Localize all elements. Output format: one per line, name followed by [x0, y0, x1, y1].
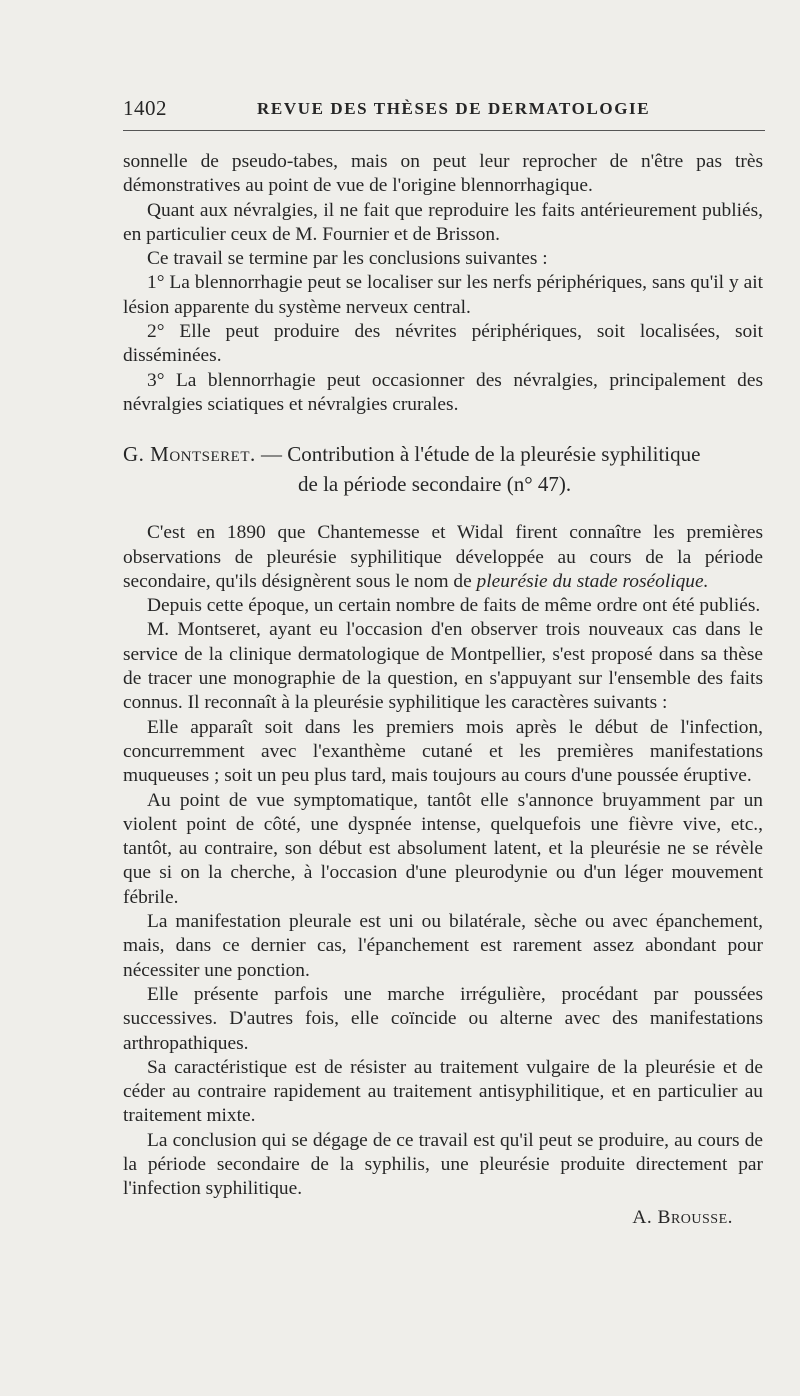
intro-text: C'est en 1890 que Chantemesse et Widal firent connaître les premières observations de pleurésie syphilitique développée au cours de la période secondaire, qu'ils désignèrent sous le nom de — [123, 522, 763, 592]
intro-emphasis: pleurésie du stade roséolique. — [476, 570, 709, 592]
article-author: G. Montseret. — [123, 442, 256, 467]
paragraph: Elle apparaît soit dans les premiers mois après le début de l'infection, concurremment avec l'exanthème cutané et les premières manifestations muqueuses ; soit un peu plus tard, mais toujours au cours d'une poussée éruptive. — [123, 716, 763, 787]
conclusion-item: 2° Elle peut produire des névrites périphériques, soit localisées, soit disséminées. — [123, 321, 763, 367]
paragraph: La manifestation pleurale est uni ou bilatérale, sèche ou avec épanchement, mais, dans ce dernier cas, l'épanchement est rarement assez abondant pour nécessiter une ponction. — [123, 911, 763, 981]
heading-dash: — — [255, 442, 288, 467]
conclusion-item: 1° La blennorrhagie peut se localiser sur les nerfs périphériques, sans qu'il y ait lésion apparente du système nerveux central. — [123, 272, 763, 318]
paragraph-intro — [123, 521, 763, 594]
page-body — [123, 150, 763, 1230]
paragraph: Ce travail se termine par les conclusions suivantes : — [147, 248, 548, 270]
paragraph: Au point de vue symptomatique, tantôt elle s'annonce bruyamment par un violent point de côté, une dyspnée intense, quelquefois une fièvre vive, etc., tantôt, au contraire, son début est absolument latent, et la pleurésie ne se révèle que si on la cherche, à l'occasion d'une pleurodynie ou d'un léger mouvement fébrile. — [123, 789, 763, 908]
page-header — [123, 96, 763, 126]
paragraph-continuation: sonnelle de pseudo-tabes, mais on peut leur reprocher de n'être pas très démonstratives au point de vue de l'origine blennorrhagique. — [123, 151, 763, 197]
header-rule — [123, 130, 765, 131]
article-title-line2: de la période secondaire (n° 47). — [298, 472, 572, 497]
paragraph: M. Montseret, ayant eu l'occasion d'en observer trois nouveaux cas dans le service de la clinique dermatologique de Montpellier, s'est proposé dans sa thèse de tracer une monographie de la question, en s'appuyant sur l'ensemble des faits connus. Il reconnaît à la pleurésie syphilitique les caractères suivants : — [123, 619, 763, 714]
conclusion-item: 3° La blennorrhagie peut occasionner des névralgies, principalement des névralgies sciatiques et névralgies crurales. — [123, 369, 763, 415]
article-title-line1: Contribution à l'étude de la pleurésie syphilitique — [287, 442, 701, 467]
signature — [123, 1206, 763, 1230]
running-title: REVUE DES THÈSES DE DERMATOLOGIE — [257, 99, 651, 118]
paragraph: Sa caractéristique est de résister au traitement vulgaire de la pleurésie et de céder au contraire rapidement au traitement antisyphilitique, et en particulier au traitement mixte. — [123, 1056, 763, 1127]
article-heading — [123, 439, 763, 499]
page-number: 1402 — [123, 96, 167, 120]
signature-text: A. Brousse. — [632, 1206, 733, 1228]
paragraph: Elle présente parfois une marche irrégulière, procédant par poussées successives. D'autres fois, elle coïncide ou alterne avec des manifestations arthropathiques. — [123, 983, 763, 1054]
paragraph: Depuis cette époque, un certain nombre de faits de même ordre ont été publiés. — [147, 595, 761, 617]
paragraph: Quant aux névralgies, il ne fait que reproduire les faits antérieurement publiés, en particulier ceux de M. Fournier et de Brisson. — [123, 199, 763, 245]
paragraph: La conclusion qui se dégage de ce travail est qu'il peut se produire, au cours de la période secondaire de la syphilis, une pleurésie produite directement par l'infection syphilitique. — [123, 1129, 763, 1200]
